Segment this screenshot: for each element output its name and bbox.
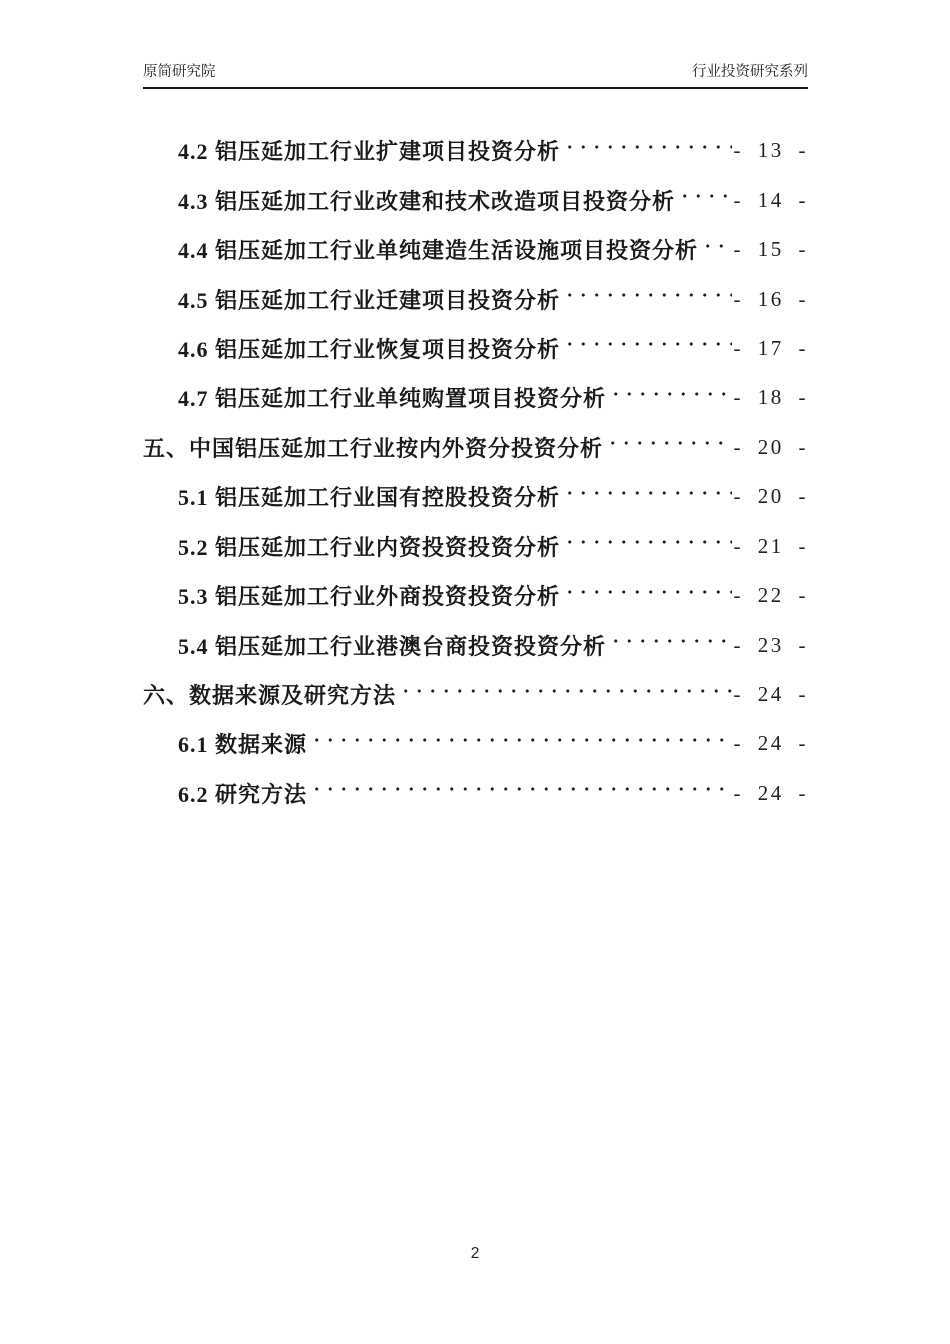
toc-entry[interactable] bbox=[143, 175, 808, 224]
toc-entry-page: - 13 - bbox=[733, 138, 808, 163]
toc-entry-label: 5.2 铝压延加工行业内资投资投资分析 bbox=[178, 534, 561, 560]
toc-entry[interactable] bbox=[143, 670, 808, 719]
toc-entry-page: - 15 - bbox=[733, 237, 808, 262]
toc-entry-page: - 24 - bbox=[733, 682, 808, 707]
dot-leader bbox=[309, 732, 731, 756]
toc-entry-label: 6.1 数据来源 bbox=[178, 732, 308, 758]
toc-entry[interactable] bbox=[143, 225, 808, 274]
toc-entry-label: 六、数据来源及研究方法 bbox=[143, 683, 397, 709]
toc-entry-label: 4.5 铝压延加工行业迁建项目投资分析 bbox=[178, 287, 561, 313]
toc-entry-label: 4.2 铝压延加工行业扩建项目投资分析 bbox=[178, 139, 561, 165]
toc-entry-label: 5.3 铝压延加工行业外商投资投资分析 bbox=[178, 584, 561, 610]
toc-entry-label: 4.7 铝压延加工行业单纯购置项目投资分析 bbox=[178, 386, 607, 412]
toc-entry-label: 6.2 研究方法 bbox=[178, 781, 308, 807]
dot-leader bbox=[562, 485, 731, 509]
dot-leader bbox=[608, 633, 731, 657]
toc-entry-page: - 20 - bbox=[733, 484, 808, 509]
page-number: 2 bbox=[470, 1245, 480, 1262]
dot-leader bbox=[398, 683, 731, 707]
toc-entry[interactable] bbox=[143, 472, 808, 521]
toc-entry-page: - 23 - bbox=[733, 632, 808, 657]
toc-entry-page: - 24 - bbox=[733, 731, 808, 756]
toc-entry-page: - 21 - bbox=[733, 533, 808, 558]
toc-entry-page: - 22 - bbox=[733, 583, 808, 608]
dot-leader bbox=[562, 139, 731, 163]
toc-entry-label: 5.1 铝压延加工行业国有控股投资分析 bbox=[178, 485, 561, 511]
toc-entry[interactable] bbox=[143, 571, 808, 620]
dot-leader bbox=[677, 188, 731, 212]
dot-leader bbox=[562, 336, 731, 360]
toc-entry[interactable] bbox=[143, 274, 808, 323]
dot-leader bbox=[562, 584, 731, 608]
toc-entry-page: - 18 - bbox=[733, 385, 808, 410]
toc-entry-page: - 14 - bbox=[733, 187, 808, 212]
toc-entry-page: - 24 - bbox=[733, 780, 808, 805]
toc-entry[interactable] bbox=[143, 423, 808, 472]
dot-leader bbox=[562, 287, 731, 311]
toc-entry-page: - 17 - bbox=[733, 335, 808, 360]
toc-entry[interactable] bbox=[143, 522, 808, 571]
toc-entry-label: 5.4 铝压延加工行业港澳台商投资投资分析 bbox=[178, 633, 607, 659]
toc-entry[interactable] bbox=[143, 620, 808, 669]
table-of-contents bbox=[143, 126, 808, 818]
toc-entry-label: 4.4 铝压延加工行业单纯建造生活设施项目投资分析 bbox=[178, 238, 699, 264]
page-footer bbox=[0, 1245, 950, 1263]
toc-entry[interactable] bbox=[143, 719, 808, 768]
page-header bbox=[143, 64, 808, 89]
toc-entry-label: 4.6 铝压延加工行业恢复项目投资分析 bbox=[178, 336, 561, 362]
header-right-text: 行业投资研究系列 bbox=[692, 64, 808, 80]
toc-entry[interactable] bbox=[143, 769, 808, 818]
header-left-text: 原简研究院 bbox=[143, 64, 216, 80]
dot-leader bbox=[605, 435, 731, 459]
toc-entry-label: 4.3 铝压延加工行业改建和技术改造项目投资分析 bbox=[178, 188, 676, 214]
toc-entry[interactable] bbox=[143, 373, 808, 422]
toc-entry-label: 五、中国铝压延加工行业按内外资分投资分析 bbox=[143, 435, 604, 461]
dot-leader bbox=[309, 781, 731, 805]
toc-entry[interactable] bbox=[143, 126, 808, 175]
dot-leader bbox=[562, 534, 731, 558]
toc-entry-page: - 16 - bbox=[733, 286, 808, 311]
dot-leader bbox=[700, 238, 731, 262]
toc-entry[interactable] bbox=[143, 324, 808, 373]
dot-leader bbox=[608, 386, 731, 410]
toc-entry-page: - 20 - bbox=[733, 434, 808, 459]
